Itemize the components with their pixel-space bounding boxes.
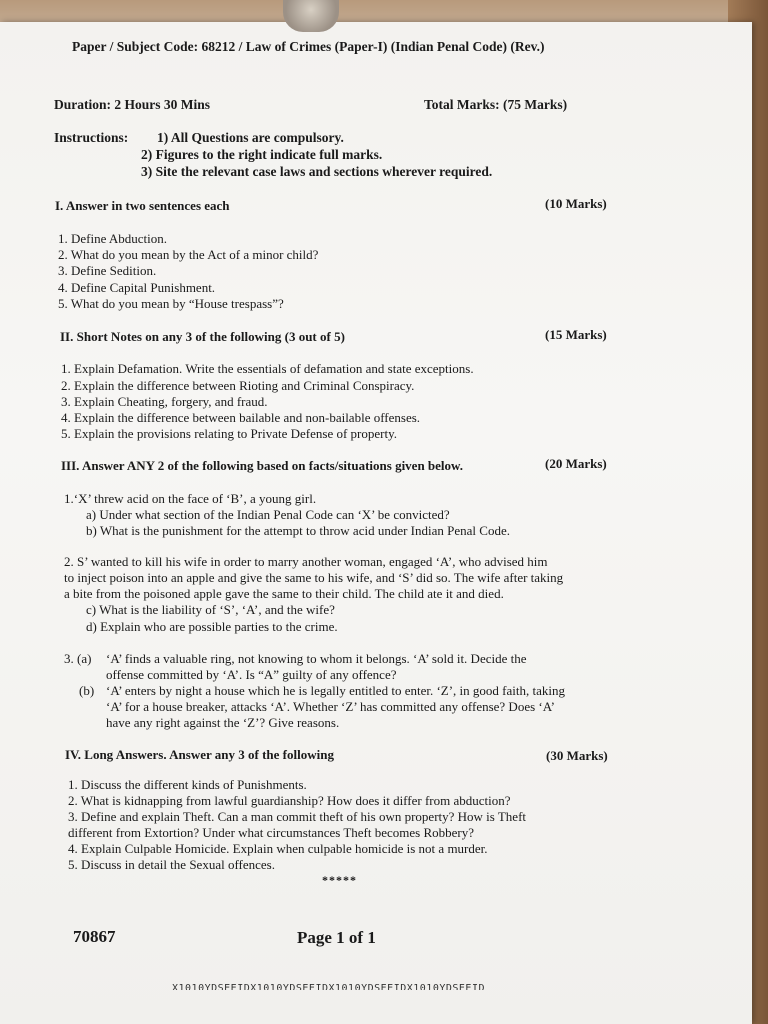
list-item: 3. Define and explain Theft. Can a man commit theft of his own property? How is Theft <box>68 809 527 824</box>
question-3-2-c: c) What is the liability of ‘S’, ‘A’, and the wife? <box>86 602 335 617</box>
section-1-marks: (10 Marks) <box>545 196 607 211</box>
list-item: 3. Explain Cheating, forgery, and fraud. <box>61 394 268 409</box>
question-3-3-a-line: ‘A’ finds a valuable ring, not knowing to whom it belongs. ‘A’ sold it. Decide the <box>106 651 527 666</box>
question-3-1: 1.‘X’ threw acid on the face of ‘B’, a young girl. <box>64 491 317 506</box>
list-item: 4. Explain the difference between bailable and non-bailable offenses. <box>61 410 421 425</box>
binder-clip <box>283 0 339 32</box>
question-3-3-a-label: 3. (a) <box>64 651 92 666</box>
list-item: 3. Define Sedition. <box>58 263 157 278</box>
list-item: different from Extortion? Under what circumstances Theft becomes Robbery? <box>68 825 474 840</box>
question-3-2-line: 2. S’ wanted to kill his wife in order to marry another woman, engaged ‘A’, who advised him <box>64 554 548 569</box>
list-item: 1. Define Abduction. <box>58 231 168 246</box>
list-item: 5. What do you mean by “House trespass”? <box>58 296 284 311</box>
section-1-heading: I. Answer in two sentences each <box>55 198 230 213</box>
section-2-marks: (15 Marks) <box>545 327 607 342</box>
question-3-3-b-line: ‘A’ enters by night a house which he is legally entitled to enter. ‘Z’, in good faith, taking <box>106 683 565 698</box>
exam-paper <box>0 22 752 1024</box>
question-3-3-b-line: have any right against the ‘Z’? Give reasons. <box>106 715 340 730</box>
list-item: 2. Explain the difference between Rioting and Criminal Conspiracy. <box>61 378 415 393</box>
instruction-item: 1) All Questions are compulsory. <box>157 130 344 145</box>
list-item: 1. Explain Defamation. Write the essentials of defamation and state exceptions. <box>61 361 474 376</box>
question-3-2-line: to inject poison into an apple and give the same to his wife, and ‘S’ did so. The wife after taking <box>64 570 564 585</box>
duration: Duration: 2 Hours 30 Mins <box>54 97 211 112</box>
section-3-heading: III. Answer ANY 2 of the following based on facts/situations given below. <box>61 458 463 473</box>
list-item: 5. Explain the provisions relating to Private Defense of property. <box>61 426 397 441</box>
page-number: Page 1 of 1 <box>297 928 376 947</box>
list-item: 4. Explain Culpable Homicide. Explain when culpable homicide is not a murder. <box>68 841 488 856</box>
question-3-2-d: d) Explain who are possible parties to the crime. <box>86 619 338 634</box>
question-3-1-b: b) What is the punishment for the attempt to throw acid under Indian Penal Code. <box>86 523 510 538</box>
end-marker: ***** <box>322 873 357 887</box>
list-item: 5. Discuss in detail the Sexual offences. <box>68 857 275 872</box>
question-3-1-a: a) Under what section of the Indian Penal Code can ‘X’ be convicted? <box>86 507 450 522</box>
list-item: 2. What do you mean by the Act of a minor child? <box>58 247 319 262</box>
barcode-text: X1010YDSEEIDX1010YDSEEIDX1010YDSEEIDX1010YDSEEID <box>172 983 485 990</box>
section-4-marks: (30 Marks) <box>546 748 608 763</box>
section-2-heading: II. Short Notes on any 3 of the following (3 out of 5) <box>60 329 345 344</box>
question-3-3-b-label: (b) <box>79 683 95 698</box>
list-item: 1. Discuss the different kinds of Punishments. <box>68 777 307 792</box>
instruction-item: 2) Figures to the right indicate full marks. <box>141 147 383 162</box>
paper-code: 70867 <box>73 927 116 946</box>
section-4-heading: IV. Long Answers. Answer any 3 of the following <box>65 747 334 762</box>
question-3-3-b-line: ‘A’ for a house breaker, attacks ‘A’. Whether ‘Z’ has committed any offense? Does ‘A’ <box>106 699 556 714</box>
paper-title: Paper / Subject Code: 68212 / Law of Crimes (Paper-I) (Indian Penal Code) (Rev.) <box>72 39 545 54</box>
list-item: 4. Define Capital Punishment. <box>58 280 216 295</box>
instructions-label: Instructions: <box>54 130 129 145</box>
question-3-2-line: a bite from the poisoned apple gave the same to their child. The child ate it and died. <box>64 586 504 601</box>
question-3-3-a-line: offense committed by ‘A’. Is “A” guilty of any offence? <box>106 667 397 682</box>
instruction-item: 3) Site the relevant case laws and sections wherever required. <box>141 164 493 179</box>
section-3-marks: (20 Marks) <box>545 456 607 471</box>
list-item: 2. What is kidnapping from lawful guardianship? How does it differ from abduction? <box>68 793 511 808</box>
total-marks: Total Marks: (75 Marks) <box>424 97 568 112</box>
